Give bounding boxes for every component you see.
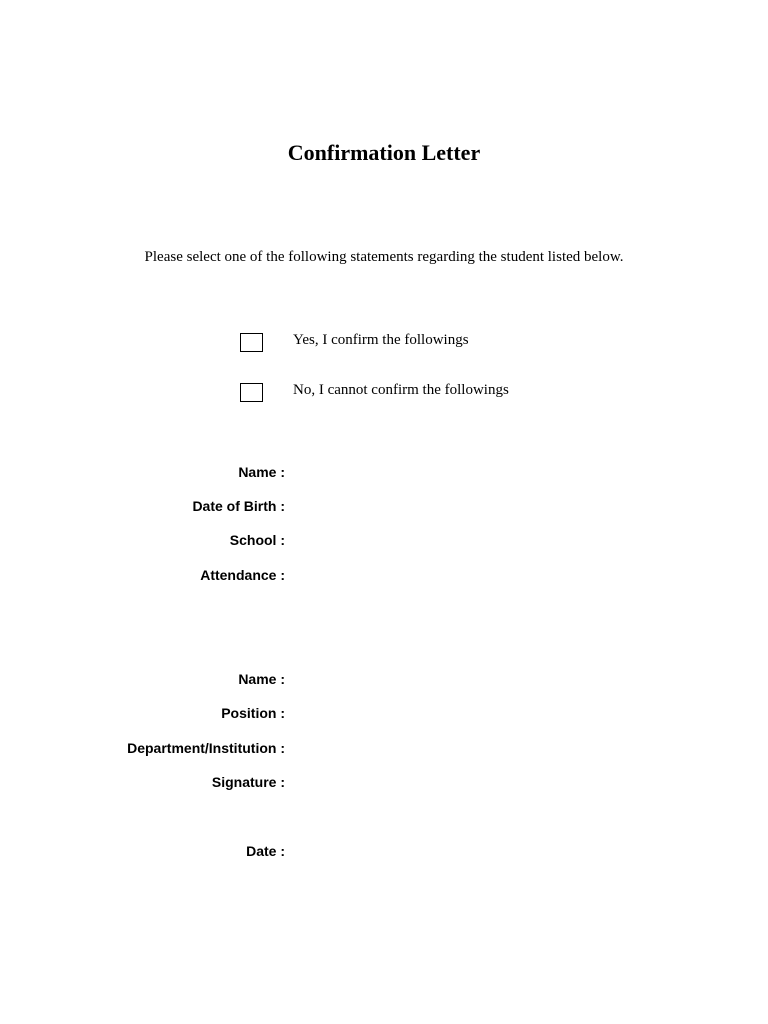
confirmer-signature-label: Signature : bbox=[211, 774, 285, 790]
student-name-label: Name : bbox=[238, 464, 285, 480]
student-school-label: School : bbox=[229, 532, 285, 548]
confirmer-department-label: Department/Institution : bbox=[127, 740, 285, 756]
no-checkbox[interactable] bbox=[240, 383, 263, 402]
no-option-label: No, I cannot confirm the followings bbox=[293, 382, 509, 398]
confirmer-name-label: Name : bbox=[238, 671, 285, 687]
yes-checkbox[interactable] bbox=[240, 333, 263, 352]
confirmer-position-label: Position : bbox=[221, 705, 285, 721]
student-attendance-label: Attendance : bbox=[200, 567, 285, 583]
student-date-of-birth-label: Date of Birth : bbox=[192, 498, 285, 514]
yes-option-label: Yes, I confirm the followings bbox=[293, 332, 469, 348]
page-title: Confirmation Letter bbox=[287, 140, 481, 165]
date-label: Date : bbox=[246, 843, 285, 859]
instruction-text: Please select one of the following statements regarding the student listed below. bbox=[144, 249, 624, 265]
